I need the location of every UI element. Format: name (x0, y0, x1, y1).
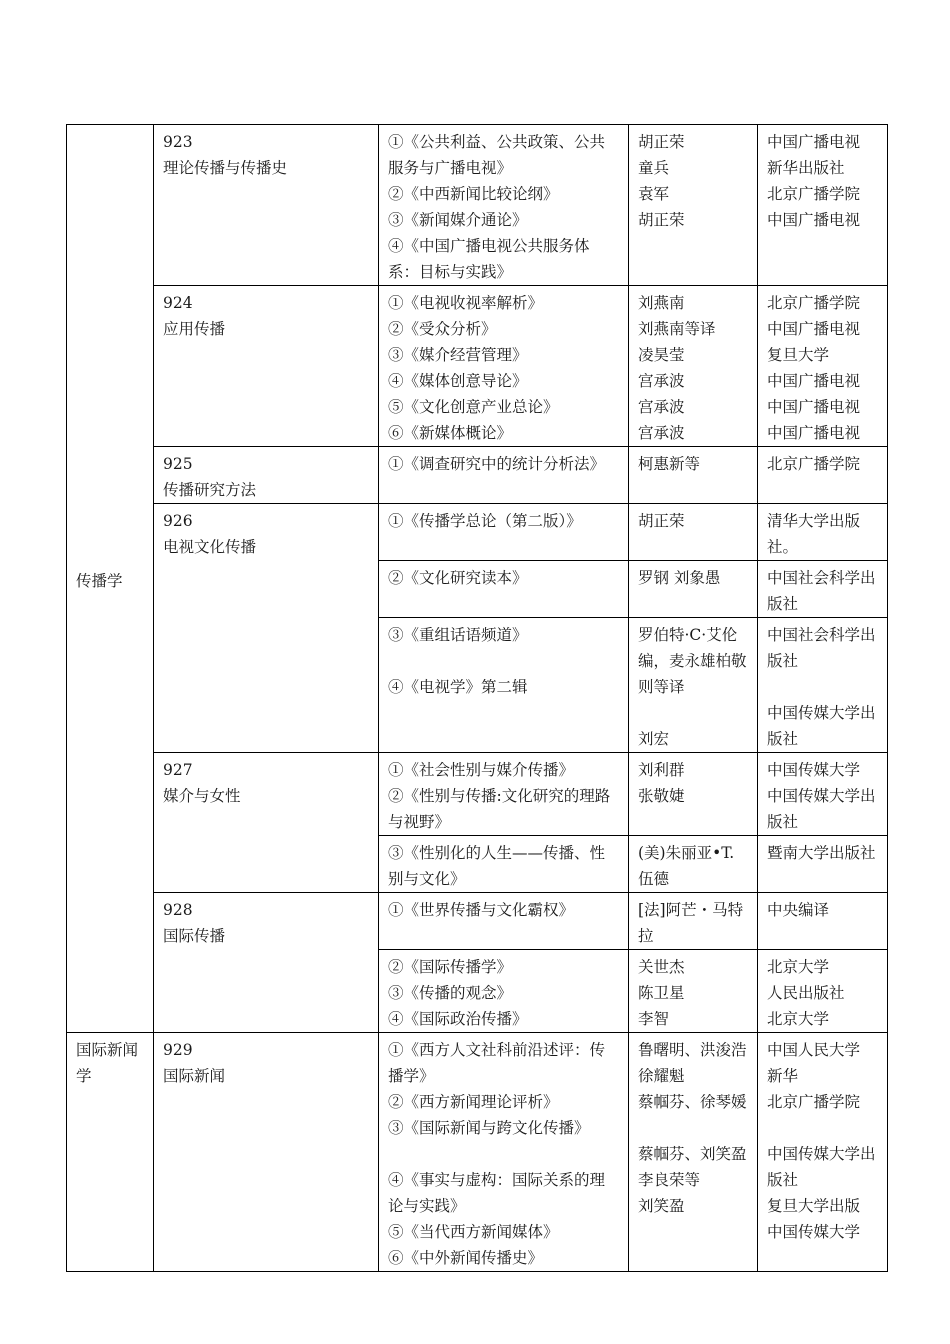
book-author: 胡正荣 (638, 512, 685, 530)
book-publisher-cell (758, 286, 888, 447)
book-author: 袁军 (638, 185, 670, 203)
book-title: ②《受众分析》 (388, 320, 497, 338)
book-author-cell (629, 893, 758, 950)
book-title: ①《传播学总论（第二版）》 (388, 512, 582, 530)
book-author: 陈卫星 (638, 984, 685, 1002)
book-title: ④《国际政治传播》 (388, 1010, 528, 1028)
discipline-name: 传播学 (76, 571, 123, 590)
book-author-cell (629, 125, 758, 286)
book-author: 胡正荣 (638, 133, 685, 151)
book-title: ④《媒体创意导论》 (388, 372, 528, 390)
book-title: ①《电视收视率解析》 (388, 294, 544, 312)
book-author-cell (629, 836, 758, 893)
book-title-cell (379, 447, 629, 504)
book-title-cell (379, 618, 629, 753)
book-title-cell (379, 836, 629, 893)
book-publisher: 中国传媒大学出版社 (767, 787, 876, 831)
book-publisher: 北京广播学院 (767, 455, 861, 473)
table-body (67, 125, 888, 1272)
book-author: 宫承波 (638, 398, 685, 416)
book-author: 罗钢 刘象愚 (638, 569, 721, 587)
course-cell (154, 753, 379, 893)
discipline-cell (67, 1033, 154, 1272)
book-title: ③《重组话语频道》 (388, 626, 528, 644)
book-author: 刘利群 (638, 761, 685, 779)
book-publisher: 中国广播电视 (767, 133, 861, 151)
book-title-cell (379, 125, 629, 286)
table-row (67, 893, 888, 950)
book-title-cell (379, 504, 629, 561)
book-publisher-cell (758, 753, 888, 836)
book-publisher-cell (758, 618, 888, 753)
book-publisher: 新华出版社 (767, 159, 845, 177)
book-publisher: 暨南大学出版社 (767, 844, 876, 862)
book-author: 徐耀魁 (638, 1067, 685, 1085)
discipline-name: 国际新闻学 (76, 1041, 139, 1085)
book-publisher: 中国传媒大学出版社 (767, 1145, 876, 1189)
discipline-cell (67, 125, 154, 1033)
course-code: 928 (163, 901, 193, 919)
book-author: 关世杰 (638, 958, 685, 976)
book-publisher: 中央编译 (767, 901, 830, 919)
book-publisher: 中国社会科学出版社 (767, 626, 876, 670)
book-author: 鲁曙明、洪浚浩 (638, 1041, 747, 1059)
book-author-cell (629, 561, 758, 618)
course-name: 应用传播 (163, 320, 226, 338)
book-publisher: 北京广播学院 (767, 1093, 861, 1111)
book-publisher: 北京广播学院 (767, 185, 861, 203)
course-name: 国际传播 (163, 927, 226, 945)
book-author: 李智 (638, 1010, 670, 1028)
book-author-cell (629, 1033, 758, 1272)
book-list-table (66, 124, 888, 1272)
book-title: ①《社会性别与媒介传播》 (388, 761, 575, 779)
course-code: 927 (163, 761, 193, 779)
course-cell (154, 125, 379, 286)
course-code: 925 (163, 455, 193, 473)
table-row (67, 1033, 888, 1272)
book-publisher: 清华大学出版社。 (767, 512, 861, 556)
course-code: 924 (163, 294, 193, 312)
table-row (67, 753, 888, 836)
book-author: 宫承波 (638, 424, 685, 442)
book-title: ③《媒介经营管理》 (388, 346, 528, 364)
book-title: ③《性别化的人生——传播、性别与文化》 (388, 844, 606, 888)
book-publisher: 中国人民大学 (767, 1041, 861, 1059)
book-author: 罗伯特·C·艾伦编，麦永雄柏敬则等译 (638, 626, 747, 696)
book-publisher: 北京大学 (767, 1010, 830, 1028)
book-publisher: 中国社会科学出版社 (767, 569, 876, 613)
book-title: ②《中西新闻比较论纲》 (388, 185, 559, 203)
book-title-cell (379, 1033, 629, 1272)
book-author: 刘燕南等译 (638, 320, 716, 338)
book-publisher-cell (758, 950, 888, 1033)
book-author: 刘燕南 (638, 294, 685, 312)
course-cell (154, 286, 379, 447)
book-title: ①《西方人文社科前沿述评：传播学》 (388, 1041, 606, 1085)
book-author: 柯惠新等 (638, 455, 701, 473)
book-publisher: 中国广播电视 (767, 424, 861, 442)
book-title: ④《事实与虚构：国际关系的理论与实践》 (388, 1171, 606, 1215)
book-publisher-cell (758, 836, 888, 893)
book-title: ③《新闻媒介通论》 (388, 211, 528, 229)
book-title: ①《公共利益、公共政策、公共服务与广播电视》 (388, 133, 606, 177)
book-title-cell (379, 950, 629, 1033)
book-author-cell (629, 504, 758, 561)
book-title-cell (379, 561, 629, 618)
book-author-cell (629, 753, 758, 836)
table-row (67, 125, 888, 286)
book-publisher: 复旦大学 (767, 346, 830, 364)
table-row (67, 504, 888, 561)
book-author: 蔡帼芬、刘笑盈 (638, 1145, 747, 1163)
book-publisher-cell (758, 1033, 888, 1272)
book-title: ⑥《新媒体概论》 (388, 424, 513, 442)
book-author-cell (629, 950, 758, 1033)
table-row (67, 286, 888, 447)
book-publisher: 新华 (767, 1067, 799, 1085)
book-title: ④《中国广播电视公共服务体系：目标与实践》 (388, 237, 590, 281)
book-author: 童兵 (638, 159, 670, 177)
course-cell (154, 893, 379, 1033)
book-author: 凌昊莹 (638, 346, 685, 364)
book-publisher-cell (758, 893, 888, 950)
book-publisher: 北京大学 (767, 958, 830, 976)
book-publisher: 复旦大学出版 (767, 1197, 861, 1215)
book-publisher: 中国传媒大学出版社 (767, 704, 876, 748)
book-publisher: 中国传媒大学 (767, 761, 861, 779)
book-title: ②《国际传播学》 (388, 958, 513, 976)
book-author: 李良荣等 (638, 1171, 701, 1189)
course-code: 926 (163, 512, 193, 530)
book-title: ②《文化研究读本》 (388, 569, 528, 587)
course-name: 电视文化传播 (163, 538, 257, 556)
book-title-cell (379, 893, 629, 950)
book-publisher: 中国传媒大学 (767, 1223, 861, 1241)
book-title: ②《西方新闻理论评析》 (388, 1093, 559, 1111)
book-publisher-cell (758, 561, 888, 618)
book-title: ⑥《中外新闻传播史》 (388, 1249, 544, 1267)
book-publisher-cell (758, 447, 888, 504)
book-title: ③《国际新闻与跨文化传播》 (388, 1119, 590, 1137)
book-title-cell (379, 286, 629, 447)
course-name: 媒介与女性 (163, 787, 241, 805)
book-publisher: 中国广播电视 (767, 398, 861, 416)
course-name: 国际新闻 (163, 1067, 226, 1085)
book-publisher: 人民出版社 (767, 984, 845, 1002)
book-title: ①《世界传播与文化霸权》 (388, 901, 575, 919)
book-author: 张敬婕 (638, 787, 685, 805)
book-author: 胡正荣 (638, 211, 685, 229)
book-publisher: 中国广播电视 (767, 211, 861, 229)
book-publisher: 中国广播电视 (767, 372, 861, 390)
book-title: ①《调查研究中的统计分析法》 (388, 455, 606, 473)
table-row (67, 447, 888, 504)
course-cell (154, 504, 379, 753)
book-title-cell (379, 753, 629, 836)
book-title: ④《电视学》第二辑 (388, 678, 528, 696)
book-title: ②《性别与传播:文化研究的理路与视野》 (388, 787, 611, 831)
book-author: 刘宏 (638, 730, 670, 748)
course-name: 传播研究方法 (163, 481, 257, 499)
book-author: (美)朱丽亚•T.伍德 (638, 844, 735, 888)
book-title: ⑤《当代西方新闻媒体》 (388, 1223, 559, 1241)
book-author-cell (629, 447, 758, 504)
book-publisher-cell (758, 504, 888, 561)
course-cell (154, 447, 379, 504)
book-author: 蔡帼芬、徐琴媛 (638, 1093, 747, 1111)
book-title: ⑤《文化创意产业总论》 (388, 398, 559, 416)
book-publisher: 北京广播学院 (767, 294, 861, 312)
book-author: [法]阿芒・马特拉 (638, 901, 744, 945)
course-name: 理论传播与传播史 (163, 159, 288, 177)
book-author: 宫承波 (638, 372, 685, 390)
book-title: ③《传播的观念》 (388, 984, 513, 1002)
course-code: 929 (163, 1041, 193, 1059)
course-code: 923 (163, 133, 193, 151)
book-publisher-cell (758, 125, 888, 286)
course-cell (154, 1033, 379, 1272)
book-author-cell (629, 286, 758, 447)
book-publisher: 中国广播电视 (767, 320, 861, 338)
book-author: 刘笑盈 (638, 1197, 685, 1215)
book-author-cell (629, 618, 758, 753)
